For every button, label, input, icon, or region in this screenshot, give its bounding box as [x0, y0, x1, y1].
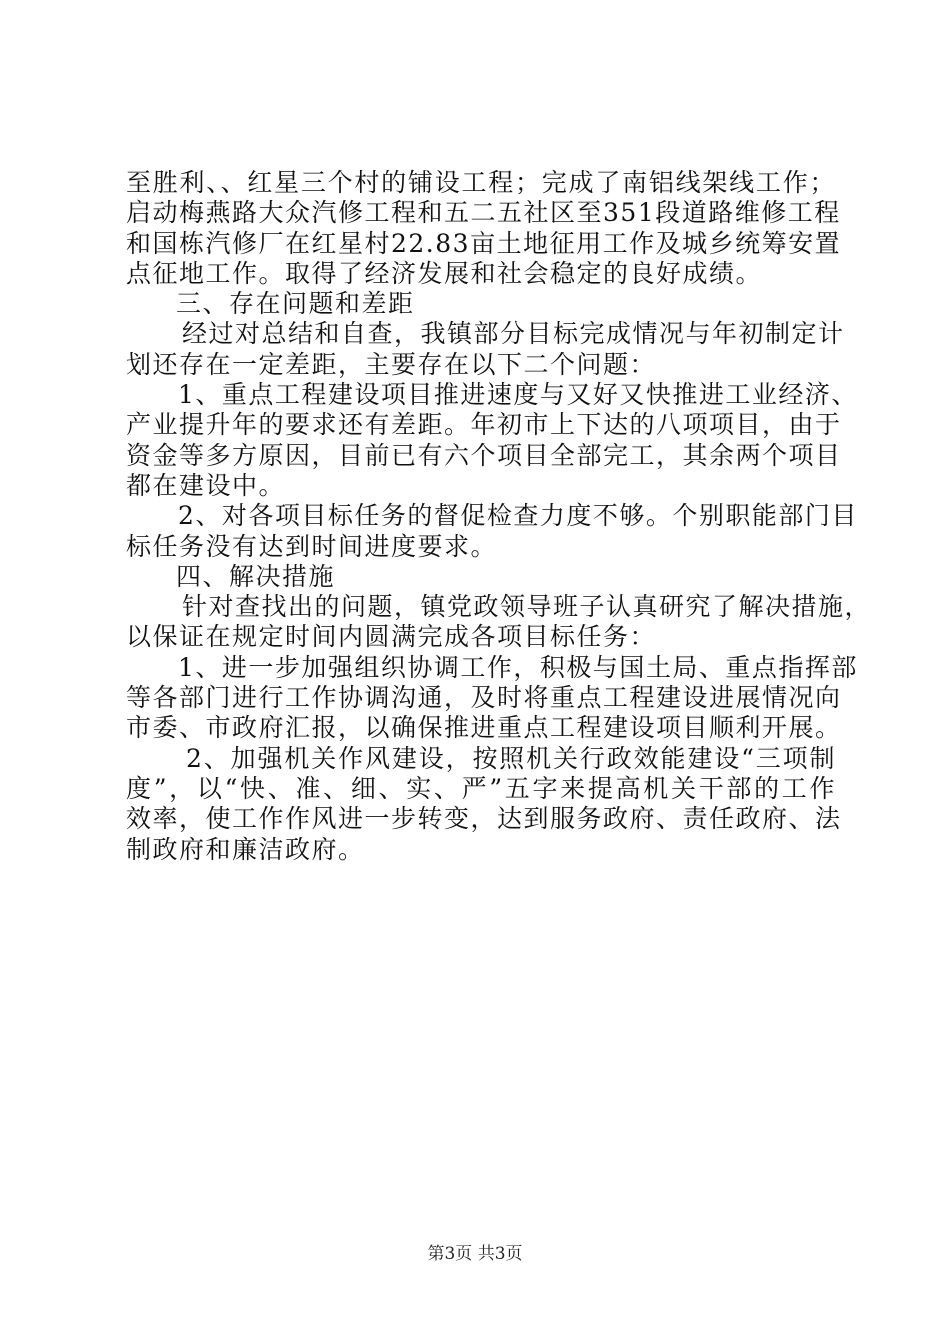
text-line: 制政府和廉洁政府。 [126, 834, 365, 864]
text-line: 和国栋汽修厂在红星村22.83亩土地征用工作及城乡统筹安置 [126, 228, 842, 258]
text-line: 1、进一步加强组织协调工作，积极与国土局、重点指挥部 [178, 652, 858, 682]
text-line: 标任务没有达到时间进度要求。 [126, 531, 498, 561]
section-heading: 三、存在问题和差距 [176, 289, 415, 319]
text-line: 1、重点工程建设项目推进速度与又好又快推进工业经济、 [178, 380, 858, 410]
text-line: 点征地工作。取得了经济发展和社会稳定的良好成绩。 [126, 258, 763, 288]
text-line: 都在建设中。 [126, 470, 286, 500]
text-line: 至胜利、、红星三个村的铺设工程；完成了南铝线架线工作； [126, 168, 836, 197]
text-line: 2、对各项目标任务的督促检查力度不够。个别职能部门目 [178, 501, 858, 531]
text-line: 效率，使工作作风进一步转变，达到服务政府、责任政府、法 [126, 804, 842, 834]
text-line: 划还存在一定差距，主要存在以下二个问题： [126, 349, 657, 379]
page-number-footer: 第3页 共3页 [427, 1244, 523, 1264]
section-heading: 四、解决措施 [176, 561, 336, 591]
text-line: 2、加强机关作风建设，按照机关行政效能建设“三项制 [186, 743, 836, 773]
document-body [126, 168, 872, 865]
text-line: 启动梅燕路大众汽修工程和五二五社区至351段道路维修工程 [126, 198, 841, 228]
text-line: 市委、市政府汇报，以确保推进重点工程建设项目顺利开展。 [126, 713, 842, 743]
text-line: 等各部门进行工作协调沟通，及时将重点工程建设进展情况向 [126, 683, 842, 713]
text-line: 产业提升年的要求还有差距。年初市上下达的八项项目，由于 [126, 410, 842, 440]
text-line: 经过对总结和自查，我镇部分目标完成情况与年初制定计 [182, 319, 845, 349]
text-line: 资金等多方原因，目前已有六个项目全部完工，其余两个项目 [126, 440, 842, 470]
text-line: 以保证在规定时间内圆满完成各项目标任务： [126, 622, 657, 652]
text-line: 针对查找出的问题，镇党政领导班子认真研究了解决措施， [182, 592, 872, 622]
text-line: 度”，以“快、准、细、实、严”五字来提高机关干部的工作 [126, 773, 836, 803]
